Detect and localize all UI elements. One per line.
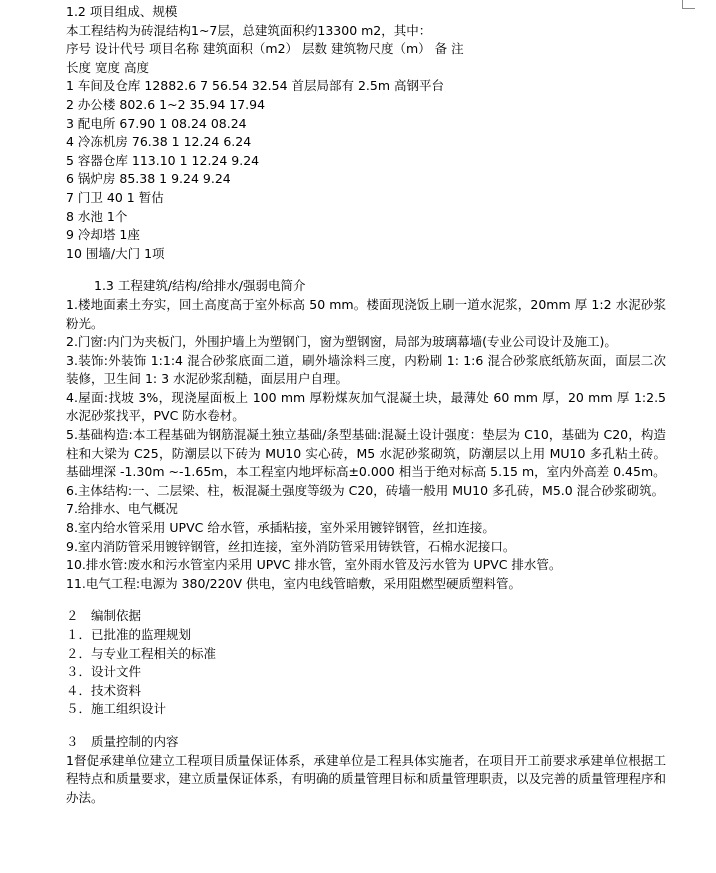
table-row: 5 容器仓库 113.10 1 12.24 9.24 (66, 152, 260, 168)
table-row: 8 水池 1个 (66, 208, 128, 224)
table-row: 10 围墙/大门 1项 (66, 245, 165, 261)
list-item: ２．与专业工程相关的标准 (66, 645, 217, 661)
table-header-line-1: 序号 设计代号 项目名称 建筑面积（m2） 层数 建筑物尺度（m） 备 注 (66, 41, 464, 57)
table-row: 9 冷却塔 1座 (66, 227, 140, 243)
section-2-heading: ２ 编制依据 (66, 608, 142, 624)
list-item: 2.门窗:内门为夹板门，外围护墙上为塑钢门，窗为塑钢窗，局部为玻璃幕墙(专业公司设计及施工)。 (66, 334, 617, 350)
section-3-paragraph: 1督促承建单位建立工程项目质量保证体系，承建单位是工程具体实施者，在项目开工前要求承建单位根据工程特点和质量要求，建立质量保证体系，有明确的质量管理目标和质量管理职责，以及完善的质量管理程序和办法。 (66, 752, 667, 805)
list-item: 10.排水管:废水和污水管室内采用 UPVC 排水管，室外雨水管及污水管为 UPVC 排水管。 (66, 557, 562, 573)
list-item: 4.屋面:找坡 3%，现浇屋面板上 100 mm 厚粉煤灰加气混凝土块，最薄处 60 mm 厚，20 mm 厚 1:2.5 水泥砂浆找平，PVC 防水卷材。 (66, 389, 666, 424)
table-row: 2 办公楼 802.6 1~2 35.94 17.94 (66, 96, 266, 112)
section-1-2-intro: 本工程结构为砖混结构1~7层，总建筑面积约13300 m2，其中： (66, 22, 432, 38)
page-corner-mark (682, 0, 695, 9)
list-item: 6.主体结构:一、二层梁、柱，板混凝土强度等级为 C20，砖墙一般用 MU10 多孔砖，M5.0 混合砂浆砌筑。 (66, 482, 665, 498)
section-1-2-heading: 1.2 项目组成、规模 (66, 4, 178, 19)
table-row: 7 门卫 40 1 暂估 (66, 189, 164, 205)
list-item: 11.电气工程:电源为 380/220V 供电，室内电线管暗敷，采用阻燃型硬质塑料管。 (66, 575, 522, 591)
table-row: 1 车间及仓库 12882.6 7 56.54 32.54 首层局部有 2.5m 高钢平台 (66, 78, 445, 94)
list-item: 1.楼地面素土夯实，回土高度高于室外标高 50 mm。楼面现浇饭上刷一道水泥浆，20mm 厚 1:2 水泥砂浆粉光。 (66, 296, 666, 331)
table-row: 6 锅炉房 85.38 1 9.24 9.24 (66, 171, 231, 187)
list-item: ３．设计文件 (66, 664, 142, 680)
list-item: 9.室内消防管采用镀锌钢管，丝扣连接，室外消防管采用铸铁管，石棉水泥接口。 (66, 538, 516, 554)
list-item: 7.给排水、电气概况 (66, 501, 178, 517)
section-3-heading: ３ 质量控制的内容 (66, 733, 179, 749)
document-body (66, 3, 666, 807)
spacer (66, 593, 666, 607)
spacer (66, 719, 666, 733)
list-item: 5.基础构造:本工程基础为钢筋混凝土独立基础/条型基础:混凝土设计强度：垫层为 C10，基础为 C20，构造柱和大梁为 C25，防潮层以下砖为 MU10 实心砖，M5 水泥砂浆砌筑，防潮层以上用 MU10 多孔粘土砖。基础埋深 -1.30m ~-1.65m，本工程室内地坪标高±0.000 相当于绝对标高 5.15 m，室内外高差 0.45m。 (66, 427, 666, 480)
table-header-line-2: 长度 宽度 高度 (66, 59, 149, 75)
table-row: 3 配电所 67.90 1 08.24 08.24 (66, 115, 247, 131)
section-1-3-heading: 1.3 工程建筑/结构/给排水/强弱电简介 (94, 278, 306, 294)
list-item: 3.装饰:外装饰 1:1:4 混合砂浆底面二道，刷外墙涂料三度，内粉刷 1: 1:6 混合砂浆底纸筋灰面，面层二次装修，卫生间 1: 3 水泥砂浆刮糙，面层用户自理。 (66, 352, 666, 387)
table-row: 4 冷冻机房 76.38 1 12.24 6.24 (66, 134, 252, 150)
list-item: １．已批准的监理规划 (66, 627, 192, 642)
list-item: 8.室内给水管采用 UPVC 给水管，承插粘接，室外采用镀锌钢管，丝扣连接。 (66, 520, 495, 536)
list-item: ５．施工组织设计 (66, 701, 167, 717)
list-item: ４．技术资料 (66, 682, 142, 698)
spacer (66, 263, 666, 277)
